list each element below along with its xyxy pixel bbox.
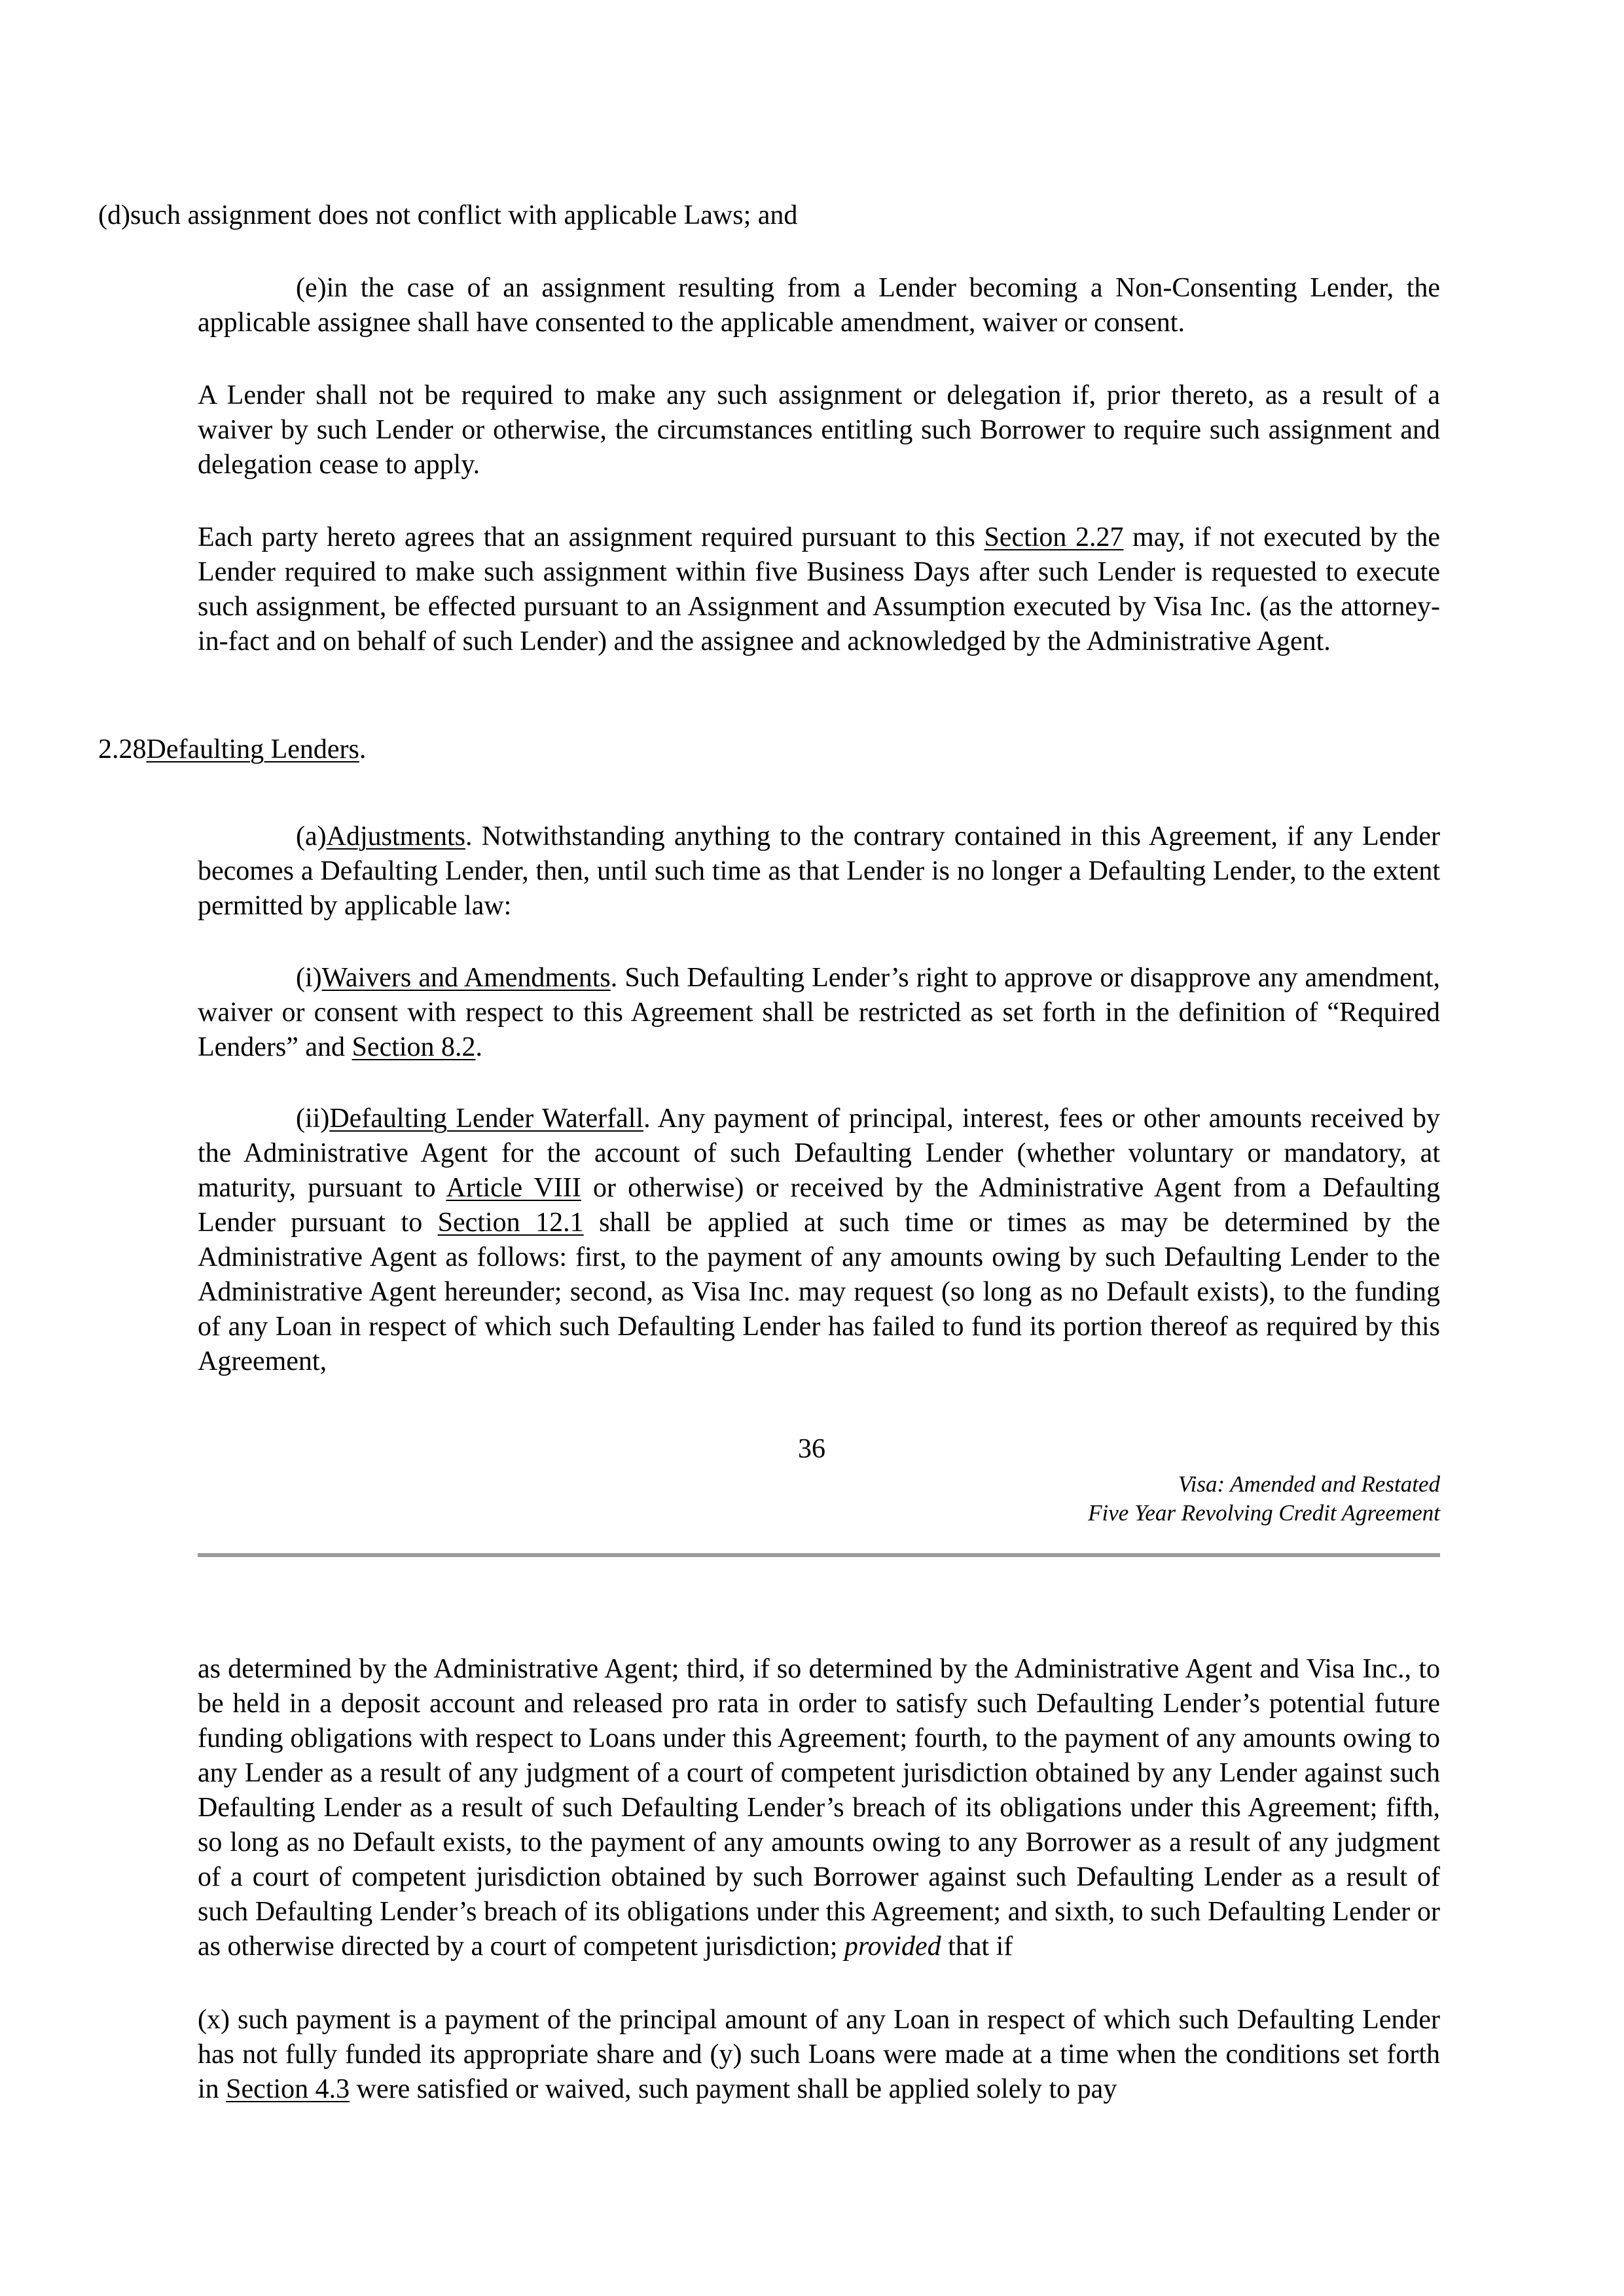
page-break-rule (198, 1553, 1440, 1557)
paragraph-each-party (198, 520, 1440, 659)
clause-a-title: Adjustments (326, 821, 465, 852)
clause-e-text: in the case of an assignment resulting from a Lender becoming a Non-Consenting Lender, the applicable assignee shall have consented to the applicable amendment, waiver or consent. (198, 273, 1440, 338)
section-12-1-link[interactable]: Section 12.1 (437, 1208, 584, 1238)
continuation-end: that if (941, 1931, 1013, 1962)
provided-term: provided (844, 1931, 941, 1962)
clause-i-text: . Such Defaulting Lender’s right to approve or disapprove any amendment, waiver or consent with respect to this Agreement shall be restricted as set forth in the definition of “Required Lenders” and (198, 963, 1440, 1062)
clause-a (198, 819, 1440, 924)
section-title: Defaulting Lenders (146, 734, 359, 764)
page-number: 36 (798, 1434, 825, 1464)
clause-ii (198, 1102, 1440, 1379)
clause-x-y (198, 2003, 1440, 2107)
clause-d-label: (d) (98, 200, 130, 230)
clause-i-end: . (475, 1032, 483, 1062)
footer-title-line-2: Five Year Revolving Credit Agreement (1088, 1500, 1440, 1526)
section-number: 2.28 (98, 734, 147, 764)
waterfall-continuation (198, 1652, 1440, 1964)
clause-ii-text: shall be applied at such time or times as may be determined by the Administrative Agent as follows: first, to the payment of any amounts owing by such Defaulting Lender to the Administrative Agent hereunder; second, as Visa Inc. may request (so long as no Default exists), to the funding of any Loan in respect of which such Defaulting Lender has failed to fund its portion thereof as required by this Agreement, (198, 1208, 1440, 1376)
section-4-3-link[interactable]: Section 4.3 (226, 2074, 350, 2104)
section-title-end: . (359, 734, 367, 764)
clause-e-label: (e) (296, 273, 327, 303)
clause-i-label: (i) (296, 963, 322, 993)
continuation-text: as determined by the Administrative Agent; third, if so determined by the Administrative Agent and Visa Inc., to be held in a deposit account and released pro rata in order to satisfy such Defaulting Lender’s potential future funding obligations with respect to Loans under this Agreement; fourth, to the payment of any amounts owing to any Lender as a result of any judgment of a court of competent jurisdiction obtained by any Lender against such Defaulting Lender as a result of such Defaulting Lender’s breach of its obligations under this Agreement; fifth, so long as no Default exists, to the payment of any amounts owing to any Borrower as a result of any judgment of a court of competent jurisdiction obtained by such Borrower against such Defaulting Lender as a result of such Defaulting Lender’s breach of its obligations under this Agreement; and sixth, to such Defaulting Lender or as otherwise directed by a court of competent jurisdiction; (198, 1654, 1440, 1962)
clause-d-text: such assignment does not conflict with applicable Laws; and (130, 200, 798, 230)
paragraph-not-required: A Lender shall not be required to make any such assignment or delegation if, prior thereto, as a result of a waiver by such Lender or otherwise, the circumstances entitling such Borrower to require such assignment and delegation cease to apply. (198, 380, 1440, 480)
clause-x-text: were satisfied or waived, such payment shall be applied solely to pay (350, 2074, 1117, 2104)
clause-d (98, 198, 797, 233)
clause-x-text: (x) such payment is a payment of the principal amount of any Loan in respect of which such Defaulting Lender has not fully funded its appropriate share and (y) such Loans were made at a time when the conditions set forth in (198, 2005, 1440, 2104)
section-2-27-link[interactable]: Section 2.27 (984, 522, 1124, 552)
paragraph-text: Each party hereto agrees that an assignment required pursuant to this (198, 522, 984, 552)
section-8-2-link[interactable]: Section 8.2 (352, 1032, 476, 1062)
clause-ii-text: or otherwise) or received by the Administrative Agent from a Defaulting Lender pursuant to (198, 1173, 1440, 1238)
paragraph-text: may, if not executed by the Lender required to make such assignment within five Business Days after such Lender is requested to execute such assignment, be effected pursuant to an Assignment and Assumption executed by Visa Inc. (as the attorney-in-fact and on behalf of such Lender) and the assignee and acknowledged by the Administrative Agent. (198, 522, 1441, 656)
clause-ii-text: . Any payment of principal, interest, fees or other amounts received by the Administrative Agent for the account of such Defaulting Lender (whether voluntary or mandatory, at maturity, pursuant to (198, 1103, 1440, 1203)
section-heading (98, 732, 366, 767)
article-viii-link[interactable]: Article VIII (446, 1173, 581, 1203)
clause-ii-title: Defaulting Lender Waterfall (329, 1103, 644, 1134)
clause-i (198, 961, 1440, 1065)
footer-title-line-1: Visa: Amended and Restated (1178, 1471, 1440, 1497)
clause-i-title: Waivers and Amendments (321, 963, 611, 993)
clause-e (198, 271, 1440, 340)
clause-ii-label: (ii) (296, 1103, 330, 1134)
clause-a-label: (a) (296, 821, 327, 852)
clause-a-text: . Notwithstanding anything to the contrary contained in this Agreement, if any Lender becomes a Defaulting Lender, then, until such time as that Lender is no longer a Defaulting Lender, to the extent permitted by applicable law: (198, 821, 1440, 921)
